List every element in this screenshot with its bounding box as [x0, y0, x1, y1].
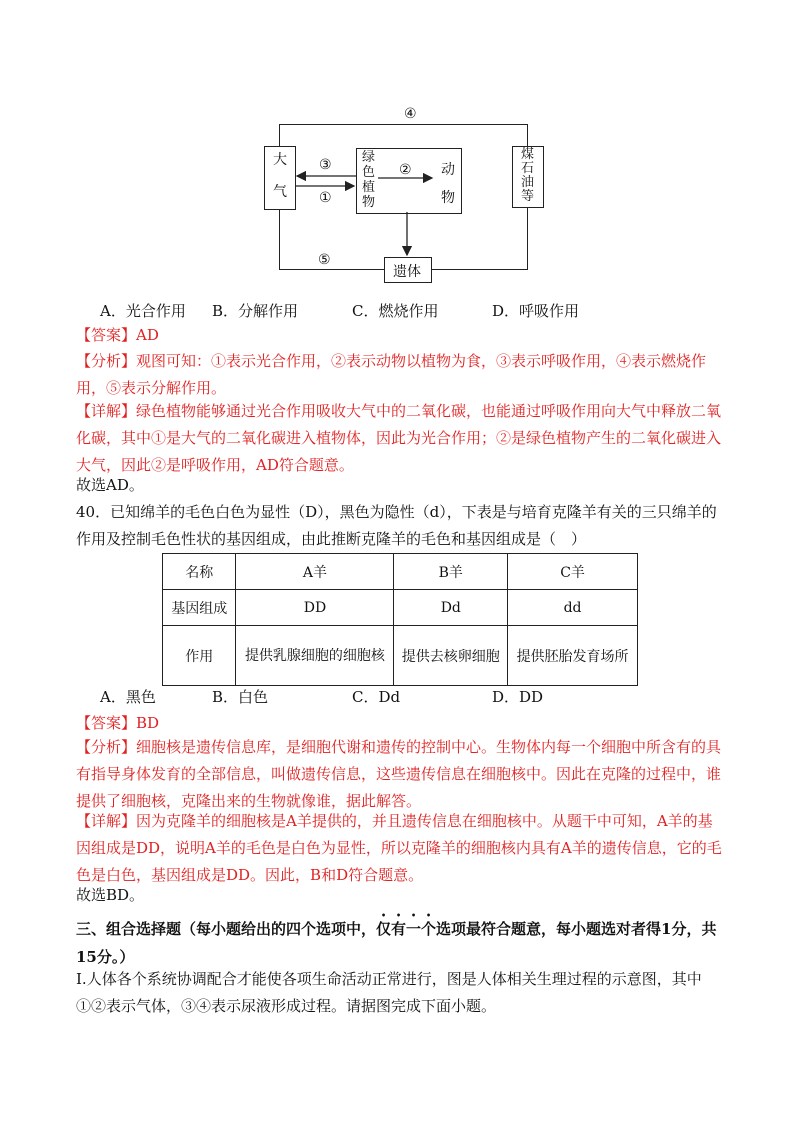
fossil-label-4: 等: [521, 189, 535, 204]
table-header: C羊: [508, 554, 638, 590]
analysis-text: 细胞核是遗传信息库，是细胞代谢和遗传的控制中心。生物体内每一个细胞中所含有的具有指导身体发育的全部信息，叫做遗传信息，这些遗传信息在细胞核中。因此在克隆的过程中，谁提供了细胞核，克隆出来的生物就像谁，据此解答。: [76, 738, 722, 810]
q39-option-a: A．光合作用: [100, 302, 186, 320]
table-cell: Dd: [394, 590, 508, 626]
table-header: A羊: [236, 554, 394, 590]
table-header: B羊: [394, 554, 508, 590]
section-title-emph: 仅有一个: [376, 920, 437, 938]
q39-option-d: D．呼吸作用: [492, 302, 580, 320]
table-cell: 基因组成: [163, 590, 236, 626]
analysis-tag: 【分析】: [76, 352, 137, 370]
q40-conclusion: 故选BD。: [76, 886, 145, 904]
section-title-part1: 三、组合选择题（每小题给出的四个选项中，: [76, 920, 377, 938]
analysis-text: 观图可知：①表示光合作用，②表示动物以植物为食，③表示呼吸作用，④表示燃烧作用，⑤表示分解作用。: [76, 352, 707, 397]
q39-detail: [76, 398, 726, 479]
label-circle-2: ②: [399, 162, 412, 178]
diagram-arrows: [0, 0, 800, 300]
remains-label: 遗体: [393, 264, 421, 280]
q40-detail: [76, 808, 726, 889]
atmosphere-label-1: 大: [273, 152, 287, 168]
q39-analysis: [76, 348, 726, 402]
q40-option-d: D．DD: [492, 688, 544, 706]
q40-option-c: C．Dd: [352, 688, 401, 706]
q40-option-a: A．黑色: [100, 688, 156, 706]
detail-text: 因为克隆羊的细胞核是A羊提供的，并且遗传信息在细胞核中。从题干中可知，A羊的基因组成是DD，说明A羊的毛色是白色为显性，所以克隆羊的细胞核内具有A羊的遗传信息，它的毛色是白色，基因组成是DD。因此，B和D符合题意。: [76, 812, 722, 884]
intro-paragraph: Ⅰ.人体各个系统协调配合才能使各项生命活动正常进行，图是人体相关生理过程的示意图，其中①②表示气体，③④表示尿液形成过程。请据图完成下面小题。: [76, 970, 702, 1015]
animals-label-1: 动: [441, 162, 455, 178]
table-cell: 提供乳腺细胞的细胞核: [236, 626, 394, 686]
fossil-label-1: 煤: [521, 147, 535, 162]
answer-value: AD: [136, 326, 159, 344]
table-row: [163, 626, 638, 686]
q39-conclusion: 故选AD。: [76, 476, 144, 494]
fossil-label-2: 石: [521, 161, 535, 176]
animals-label-2: 物: [441, 190, 455, 206]
q39-answer: [76, 322, 726, 349]
analysis-tag: 【分析】: [76, 738, 137, 756]
section-3-heading: [76, 910, 726, 971]
label-circle-5: ⑤: [318, 252, 331, 268]
table-cell: 提供胚胎发育场所: [508, 626, 638, 686]
answer-tag: 【答案】: [76, 326, 137, 344]
green-plants-label-1: 绿: [362, 150, 376, 165]
detail-text: 绿色植物能够通过光合作用吸收大气中的二氧化碳，也能通过呼吸作用向大气中释放二氧化碳，其中①是大气的二氧化碳进入植物体，因此为光合作用；②是绿色植物产生的二氧化碳进入大气，因此②是呼吸作用，AD符合题意。: [76, 402, 722, 474]
label-circle-4: ④: [404, 106, 417, 122]
fossil-label-3: 油: [521, 175, 535, 190]
q39-option-c: C．燃烧作用: [352, 302, 439, 320]
table-cell: 提供去核卵细胞: [394, 626, 508, 686]
section-title-part2: 选项最符合题意，每小题选对者得1分，共15分。）: [76, 920, 717, 966]
q40-analysis: [76, 734, 726, 815]
table-header: 名称: [163, 554, 236, 590]
green-plants-label-3: 植: [362, 180, 376, 195]
detail-tag: 【详解】: [76, 812, 137, 830]
atmosphere-label-2: 气: [273, 184, 287, 200]
q39-option-b: B．分解作用: [212, 302, 299, 320]
table-row: [163, 590, 638, 626]
green-plants-label-2: 色: [362, 165, 376, 180]
answer-value: BD: [136, 714, 160, 732]
q40-option-b: B．白色: [212, 688, 269, 706]
table-cell: dd: [508, 590, 638, 626]
clone-sheep-table: [162, 553, 638, 686]
q40-answer: [76, 710, 726, 737]
table-header-row: [163, 554, 638, 590]
detail-tag: 【详解】: [76, 402, 137, 420]
table-cell: 作用: [163, 626, 236, 686]
label-circle-3: ③: [319, 157, 332, 173]
answer-tag: 【答案】: [76, 714, 137, 732]
green-plants-label-4: 物: [362, 195, 376, 210]
label-circle-1: ①: [319, 190, 332, 206]
q40-stem: 40．已知绵羊的毛色白色为显性（D），黑色为隐性（d），下表是与培育克隆羊有关的三只绵羊的作用及控制毛色性状的基因组成，由此推断克隆羊的毛色和基因组成是（ ）: [76, 503, 717, 548]
table-cell: DD: [236, 590, 394, 626]
